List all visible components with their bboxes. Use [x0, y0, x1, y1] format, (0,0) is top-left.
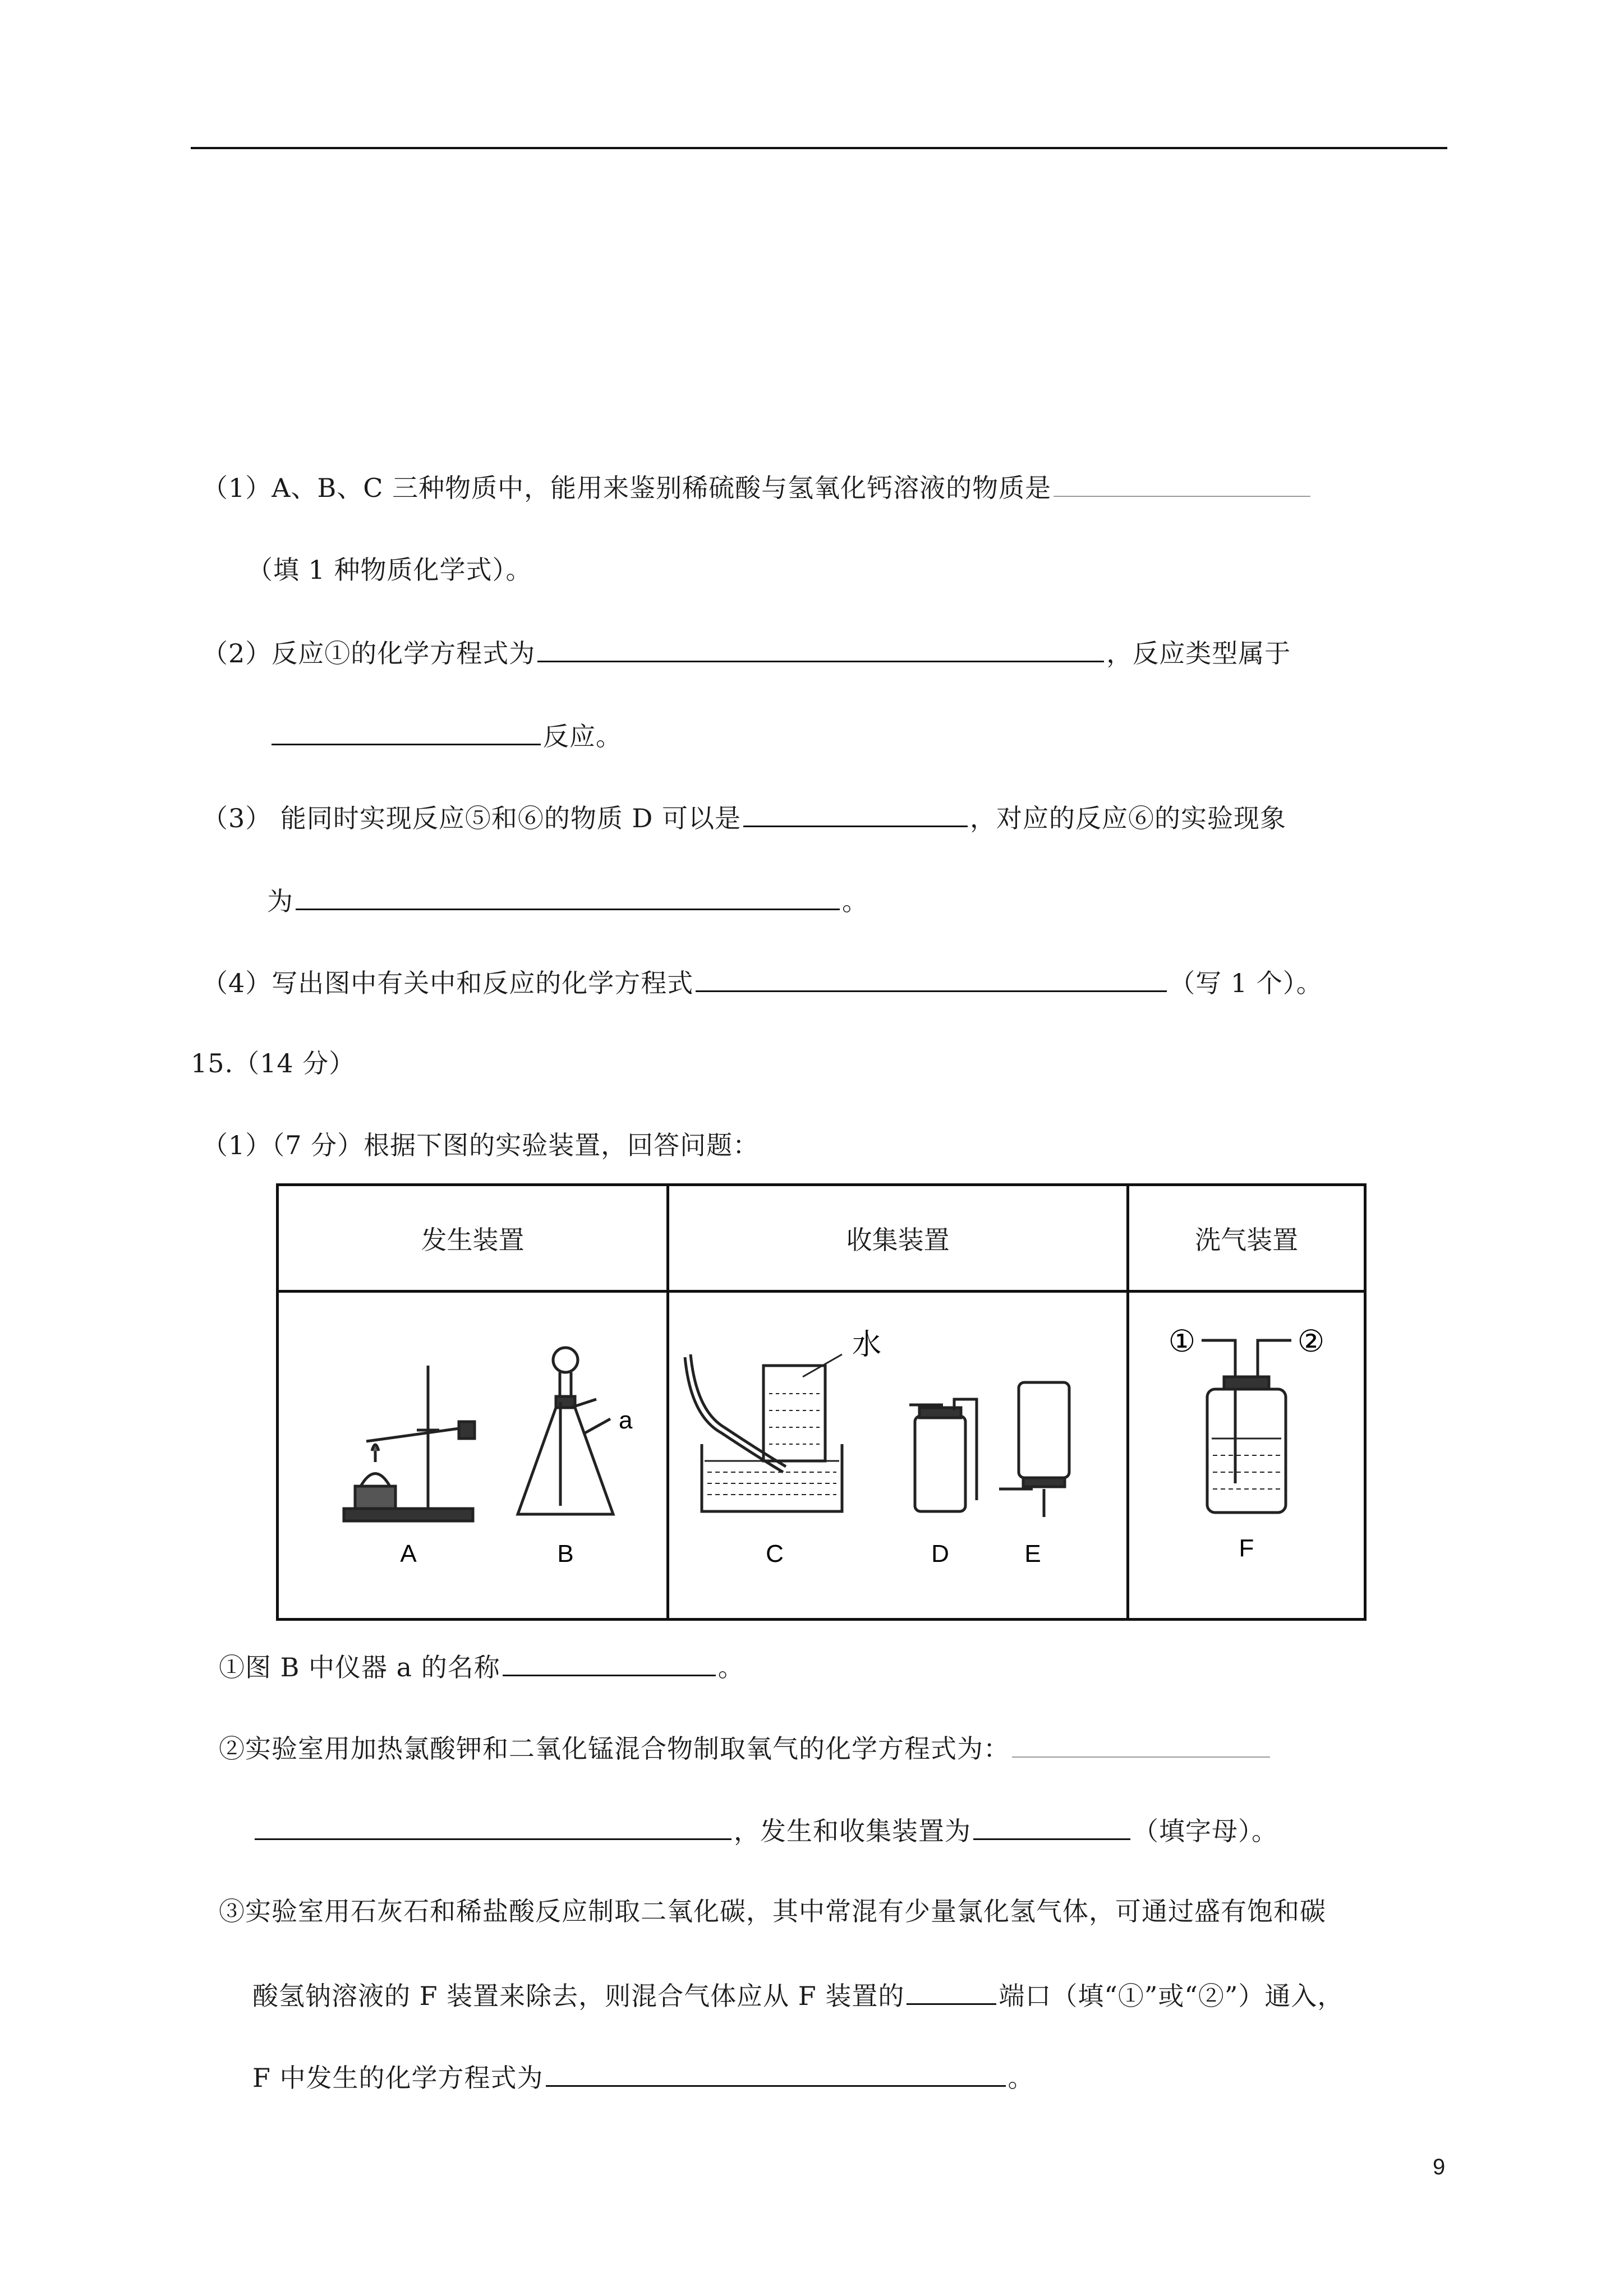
generation-apparatus-diagram [282, 1298, 664, 1612]
apparatus-b [518, 1348, 613, 1514]
q15-sub3-line2: 酸氢钠溶液的 F 装置来除去，则混合气体应从 F 装置的 端口（填“①”或“②”）通入， [252, 1977, 1344, 2013]
label-c: C [765, 1540, 784, 1567]
label-water: 水 [852, 1328, 881, 1362]
q14-part4: （4）写出图中有关中和反应的化学方程式 （写 1 个）。 [202, 965, 1323, 1000]
q15-sub1: ①图 B 中仪器 a 的名称 。 [219, 1649, 744, 1684]
q14-part1-line1: （1）A、B、C 三种物质中，能用来鉴别稀硫酸与氢氧化钙溶液的物质是 [202, 470, 1313, 505]
answer-blank[interactable] [973, 1813, 1130, 1840]
apparatus-table [276, 1183, 1367, 1621]
header-generation: 发生装置 [278, 1185, 668, 1292]
page-number: 9 [1433, 2155, 1446, 2179]
label-b: B [556, 1540, 574, 1567]
q14-part3-line1: （3） 能同时实现反应⑤和⑥的物质 D 可以是 ，对应的反应⑥的实验现象 [202, 800, 1286, 835]
answer-blank[interactable] [743, 800, 968, 827]
q14-part2-line1: （2）反应①的化学方程式为 ，反应类型属于 [202, 635, 1291, 670]
washing-cell [1128, 1292, 1365, 1620]
q15-sub3-line3: F 中发生的化学方程式为 。 [252, 2059, 1034, 2095]
washing-apparatus-diagram [1134, 1298, 1359, 1612]
apparatus-e [999, 1382, 1069, 1517]
q15-part1-intro: （1）（7 分）根据下图的实验装置，回答问题： [202, 1130, 760, 1160]
header-collection: 收集装置 [668, 1185, 1128, 1292]
collection-cell [668, 1292, 1128, 1620]
q14-part3-line2: 为 。 [267, 883, 868, 918]
apparatus-c [685, 1354, 842, 1511]
port-2-label: ② [1297, 1324, 1325, 1359]
header-washing: 洗气装置 [1128, 1185, 1365, 1292]
label-a-apparatus: A [399, 1540, 417, 1567]
answer-blank[interactable] [696, 965, 1167, 992]
apparatus-a [344, 1366, 475, 1521]
answer-blank[interactable] [296, 883, 840, 910]
q15-sub2-line1: ②实验室用加热氯酸钾和二氧化锰混合物制取氧气的化学方程式为： [219, 1731, 1272, 1765]
apparatus-f [1202, 1340, 1291, 1513]
generation-cell [278, 1292, 668, 1620]
label-d: D [931, 1540, 949, 1567]
answer-blank[interactable] [1012, 1731, 1270, 1758]
answer-blank[interactable] [272, 718, 541, 745]
q15-heading: 15.（14 分） [191, 1048, 356, 1078]
q14-part2-line2: 反应。 [269, 718, 622, 753]
answer-blank[interactable] [1053, 470, 1310, 497]
answer-blank[interactable] [255, 1813, 732, 1840]
answer-blank[interactable] [907, 1977, 996, 2005]
header-rule [191, 147, 1447, 149]
q15-sub3-line1: ③实验室用石灰石和稀盐酸反应制取二氧化碳，其中常混有少量氯化氢气体，可通过盛有饱和碳 [219, 1896, 1326, 1926]
label-f: F [1239, 1534, 1254, 1562]
q14-part1-line2: （填 1 种物质化学式）。 [247, 555, 532, 585]
answer-blank[interactable] [537, 635, 1104, 662]
port-1-label: ① [1168, 1324, 1196, 1359]
label-a-instrument: a [618, 1407, 632, 1434]
answer-blank[interactable] [546, 2059, 1006, 2087]
answer-blank[interactable] [503, 1649, 716, 1676]
apparatus-d [909, 1399, 977, 1511]
collection-apparatus-diagram [674, 1298, 1122, 1612]
q15-sub2-line2: ，发生和收集装置为 （填字母）。 [252, 1813, 1278, 1848]
label-e: E [1024, 1540, 1041, 1567]
